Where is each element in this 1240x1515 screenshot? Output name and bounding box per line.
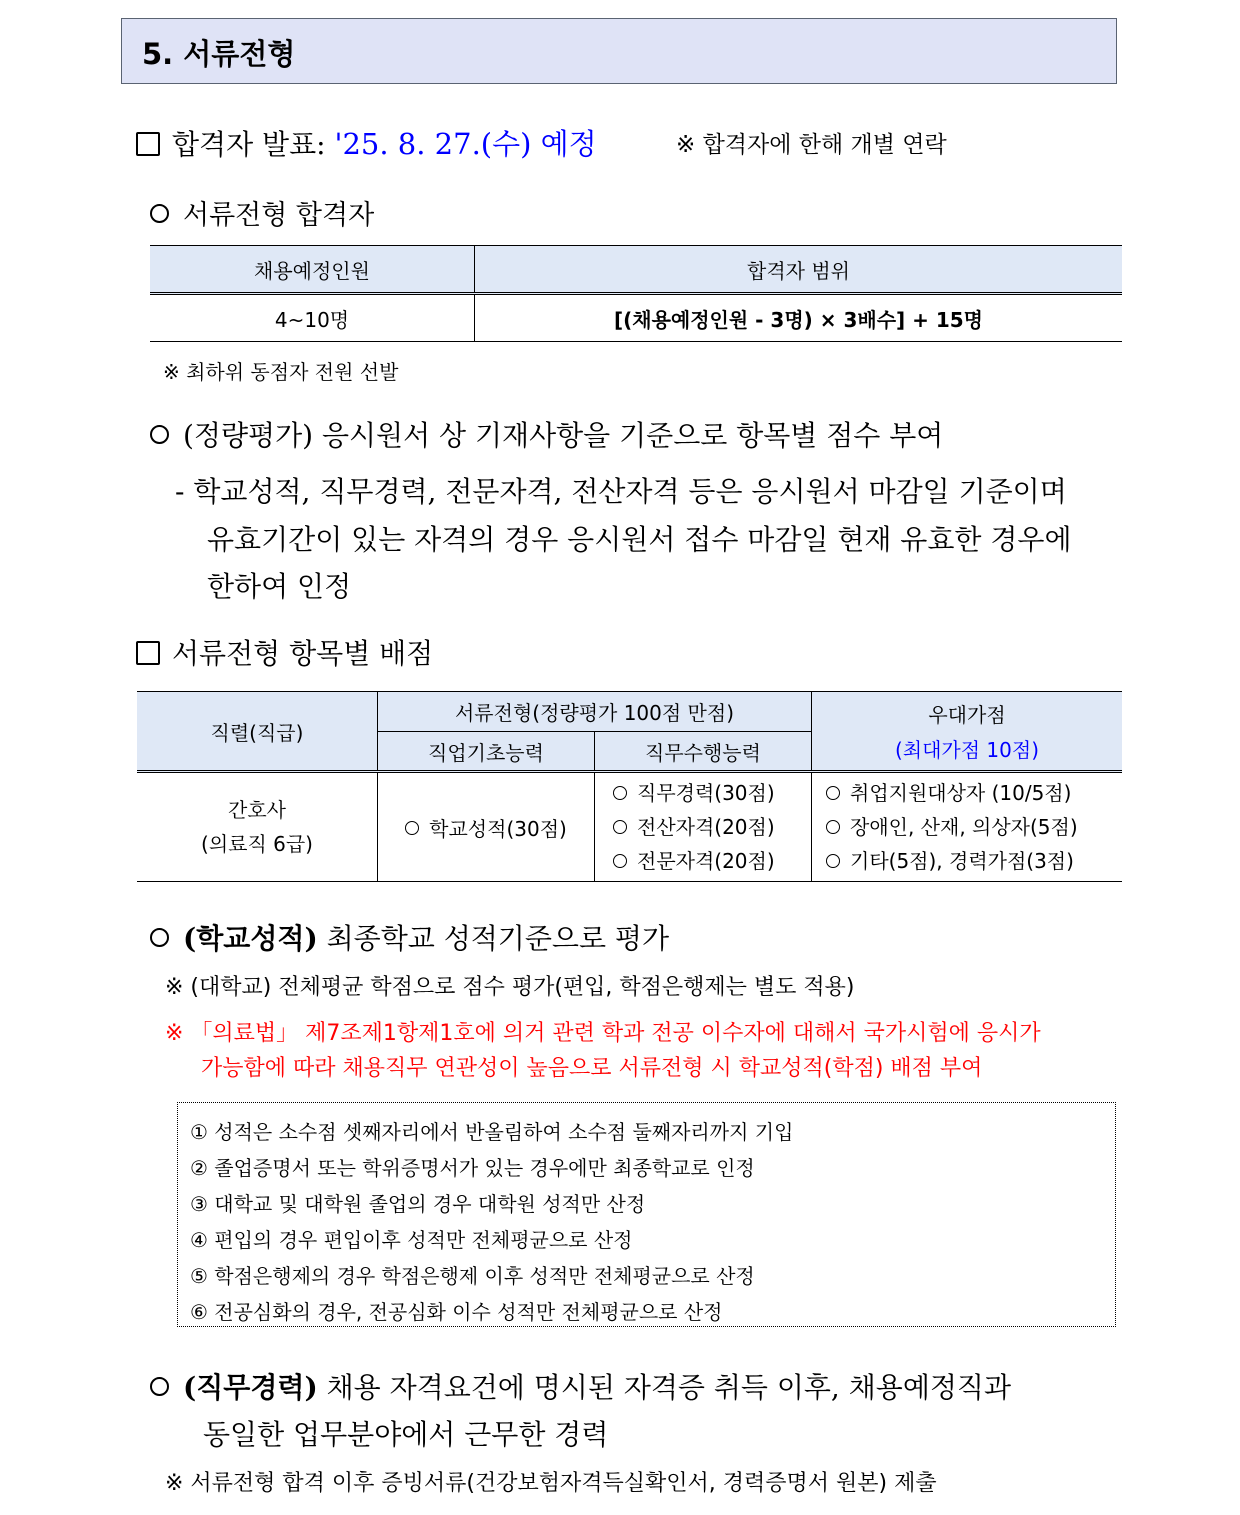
school-note-2a: ※ 「의료법」 제7조제1항제1호에 의거 관련 학과 전공 이수자에 대해서 국가시험에 응시가: [165, 1021, 1041, 1046]
position-name: 간호사: [228, 798, 286, 822]
pass-range-table: [150, 245, 1122, 342]
bonus-item: 장애인, 산재, 의상자(5점): [850, 815, 1078, 839]
header-basic-ability: 직업기초능력: [378, 732, 595, 772]
quant-heading-text: (정량평가) 응시원서 상 기재사항을 기준으로 항목별 점수 부여: [183, 419, 944, 452]
bonus-item: 취업지원대상자 (10/5점): [850, 781, 1072, 805]
header-bonus-sub: (최대가점 10점): [894, 738, 1039, 762]
header-document: 서류전형(정량평가 100점 만점): [378, 692, 812, 732]
quant-heading: [150, 414, 943, 454]
list-item: ④ 편입의 경우 편입이후 성적만 전체평균으로 산정: [190, 1228, 633, 1252]
table1-header-range: 합격자 범위: [475, 246, 1123, 294]
career-note: ※ 서류전형 합격 이후 증빙서류(건강보험자격득실확인서, 경력증명서 원본) 제출: [165, 1471, 937, 1496]
scoring-heading: [136, 632, 433, 672]
quant-line-1: - 학교성적, 직무경력, 전문자격, 전산자격 등은 응시원서 마감일 기준이며: [175, 475, 1067, 508]
circle-bullet-icon: [150, 928, 169, 947]
list-item: [613, 776, 810, 810]
circle-bullet-icon: [150, 1377, 169, 1396]
checkbox-square-icon: [136, 641, 160, 665]
table1-cell-formula: [(채용예정인원 - 3명) × 3배수] + 15명: [475, 294, 1123, 342]
list-item: ① 성적은 소수점 셋째자리에서 반올림하여 소수점 둘째자리까지 기입: [190, 1120, 794, 1144]
table-row: [137, 772, 1122, 882]
school-note-2b: 가능함에 따라 채용직무 연관성이 높음으로 서류전형 시 학교성적(학점) 배점 부여: [201, 1056, 983, 1081]
section-header: [121, 18, 1117, 84]
school-rules-box: [177, 1102, 1116, 1327]
header-position: 직렬(직급): [137, 692, 378, 772]
basic-item: 학교성적(30점): [429, 816, 567, 841]
school-heading-bold: (학교성적): [183, 922, 318, 955]
section-title: 5. 서류전형: [142, 37, 296, 71]
cell-position: [137, 772, 378, 882]
quant-line-2: 유효기간이 있는 자격의 경우 응시원서 접수 마감일 현재 유효한 경우에: [207, 523, 1072, 556]
school-heading-rest: 최종학교 성적기준으로 평가: [326, 922, 669, 955]
announcement-date: '25. 8. 27.(수) 예정: [334, 127, 597, 161]
list-item: ③ 대학교 및 대학원 졸업의 경우 대학원 성적만 산정: [190, 1192, 646, 1216]
job-item: 직무경력(30점): [637, 781, 775, 805]
table1-note: ※ 최하위 동점자 전원 선발: [163, 360, 399, 384]
table1-header-recruit: 채용예정인원: [150, 246, 475, 294]
career-heading-rest: 채용 자격요건에 명시된 자격증 취득 이후, 채용예정직과: [326, 1371, 1012, 1404]
table1-cell-count: 4~10명: [150, 294, 475, 342]
list-item: ⑥ 전공심화의 경우, 전공심화 이수 성적만 전체평균으로 산정: [190, 1300, 723, 1324]
announcement-line: [136, 122, 597, 163]
school-note-1: ※ (대학교) 전체평균 학점으로 점수 평가(편입, 학점은행제는 별도 적용): [165, 975, 855, 1000]
announcement-label: 합격자 발표:: [172, 128, 326, 161]
list-item: [613, 844, 810, 878]
list-item: ⑤ 학점은행제의 경우 학점은행제 이후 성적만 전체평균으로 산정: [190, 1264, 755, 1288]
bonus-item: 기타(5점), 경력가점(3점): [850, 849, 1074, 873]
scoring-table: [137, 691, 1122, 882]
position-grade: (의료직 6급): [201, 832, 313, 856]
circle-bullet-icon: [150, 425, 169, 444]
header-bonus-title: 우대가점: [928, 703, 1006, 727]
header-bonus: [812, 692, 1123, 772]
header-job-ability: 직무수행능력: [595, 732, 812, 772]
job-item: 전산자격(20점): [637, 815, 775, 839]
scoring-heading-text: 서류전형 항목별 배점: [172, 637, 434, 670]
cell-bonus: [812, 772, 1123, 882]
pass-heading: [150, 193, 374, 232]
list-item: [826, 844, 1121, 878]
school-heading: [150, 917, 669, 957]
cell-job: [595, 772, 812, 882]
career-heading-bold: (직무경력): [183, 1371, 318, 1404]
list-item: ② 졸업증명서 또는 학위증명서가 있는 경우에만 최종학교로 인정: [190, 1156, 755, 1180]
list-item: [613, 810, 810, 844]
career-heading: [150, 1366, 1011, 1406]
small-circle-icon: [826, 854, 840, 868]
small-circle-icon: [613, 820, 627, 834]
small-circle-icon: [613, 854, 627, 868]
small-circle-icon: [826, 820, 840, 834]
announcement-note: ※ 합격자에 한해 개별 연락: [676, 132, 947, 158]
circle-bullet-icon: [150, 204, 169, 223]
small-circle-icon: [405, 821, 419, 835]
career-line-2: 동일한 업무분야에서 근무한 경력: [203, 1418, 609, 1451]
checkbox-square-icon: [136, 132, 160, 156]
job-item: 전문자격(20점): [637, 849, 775, 873]
cell-basic: [378, 772, 595, 882]
list-item: [826, 776, 1121, 810]
quant-line-3: 한하여 인정: [207, 570, 352, 603]
list-item: [826, 810, 1121, 844]
table-row: [150, 294, 1122, 342]
small-circle-icon: [826, 786, 840, 800]
pass-heading-text: 서류전형 합격자: [183, 200, 375, 231]
small-circle-icon: [613, 786, 627, 800]
